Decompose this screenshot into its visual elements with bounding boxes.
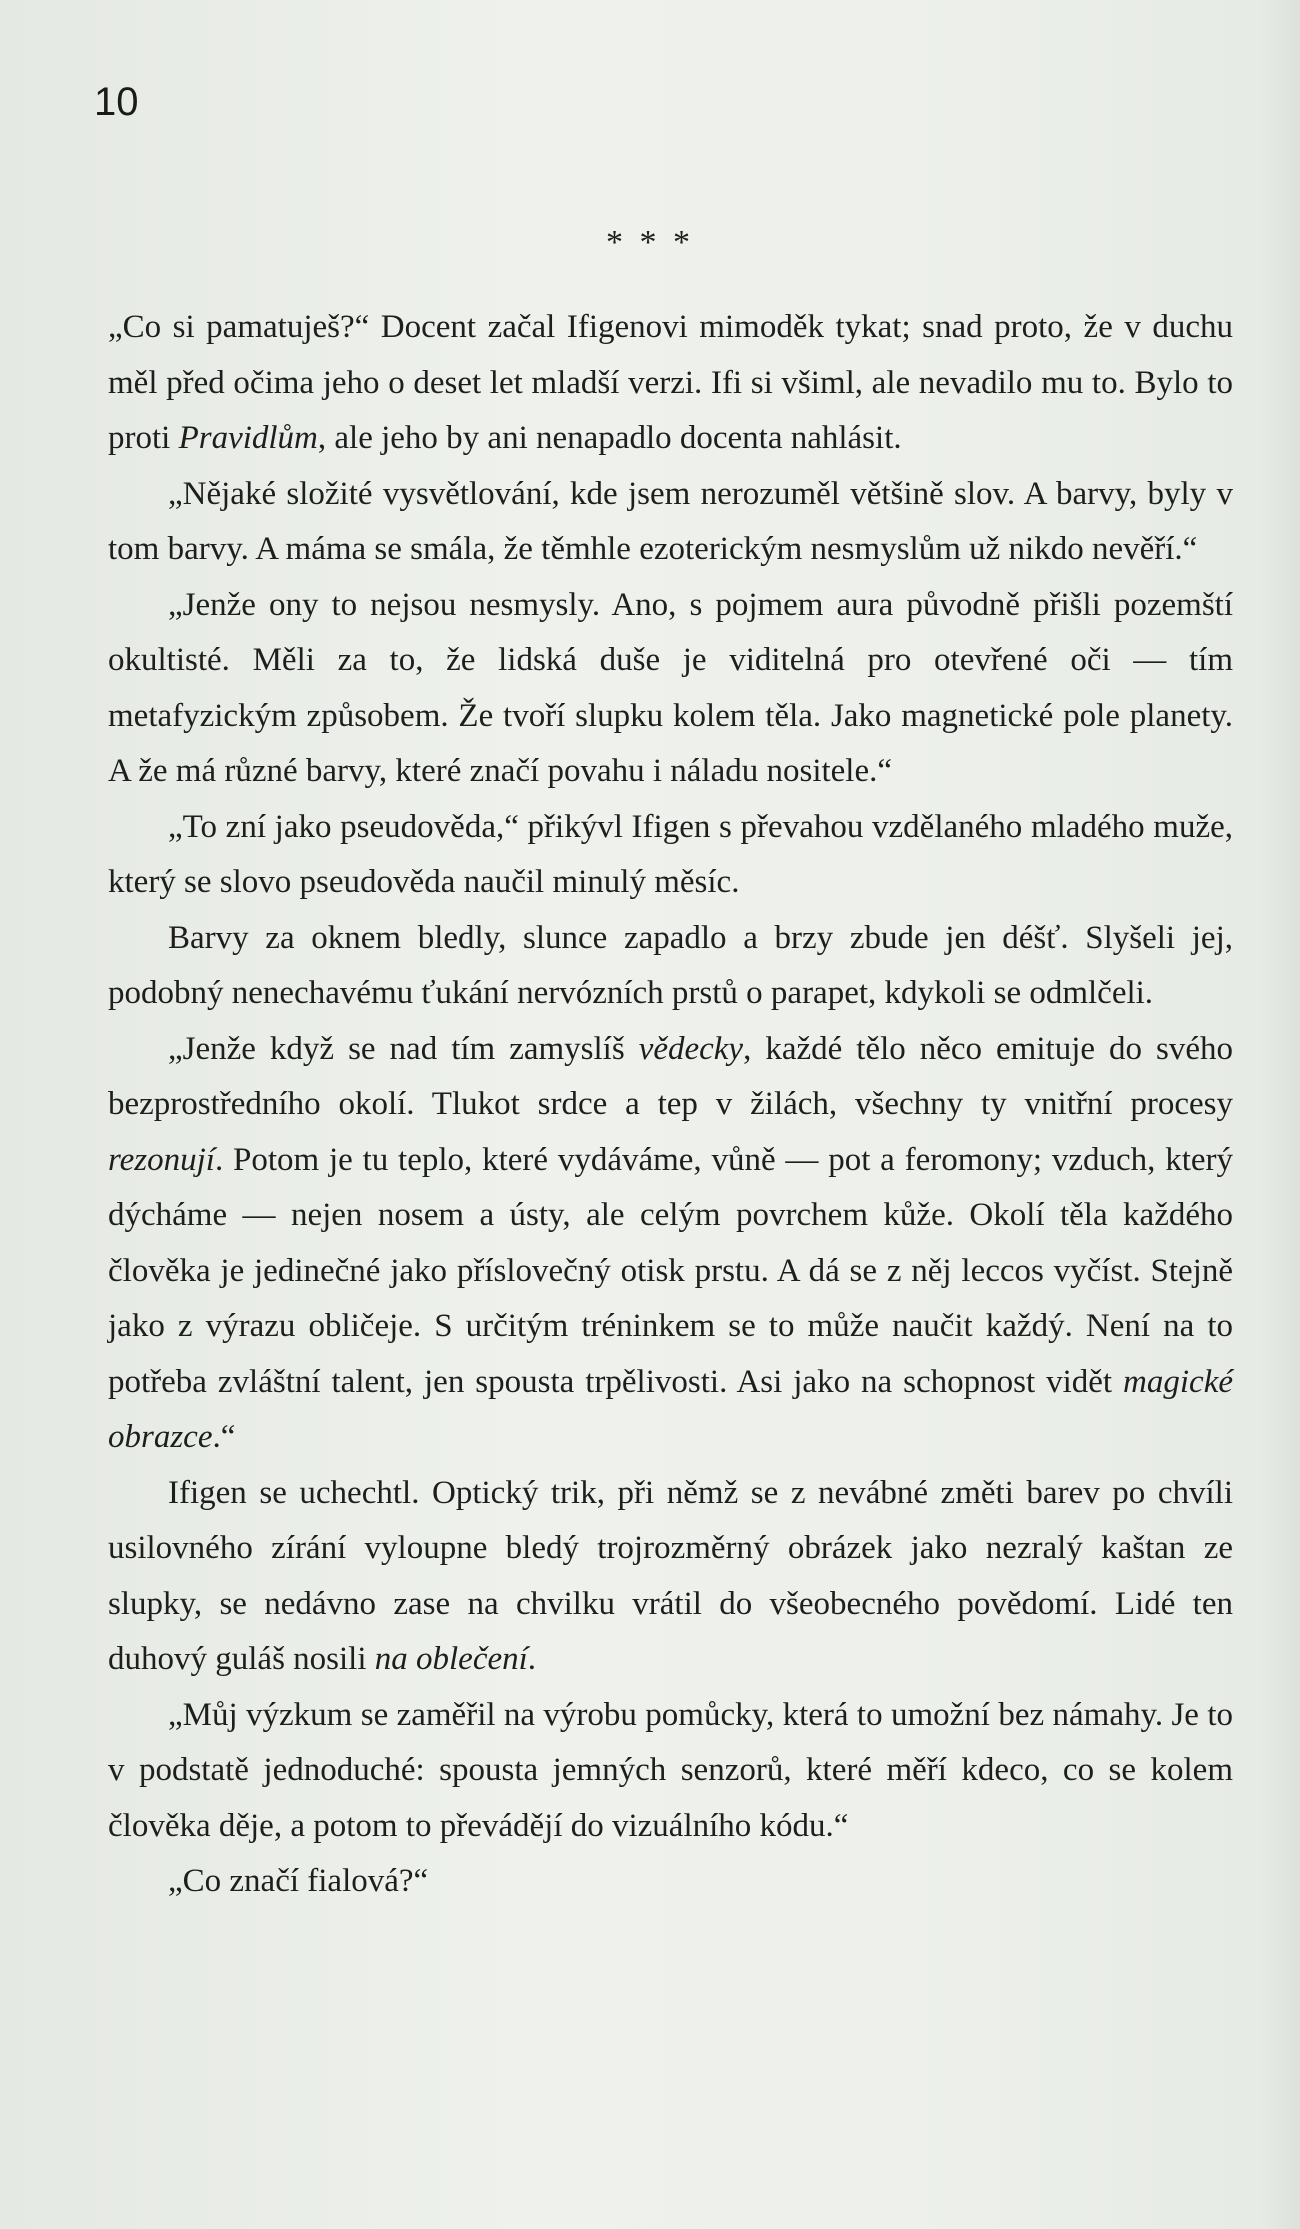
text-run: „Jenže když se nad tím zamyslíš	[168, 1030, 639, 1067]
text-run: „Nějaké složité vysvětlování, kde jsem nerozuměl většině slov. A barvy, byly v tom barvy. A máma se smála, že těmhle ezoterickým nesmyslům už nikdo nevěří.“	[108, 475, 1233, 567]
paragraph	[108, 1466, 1233, 1688]
text-run: „Co značí fialová?“	[168, 1863, 429, 1899]
paragraph	[108, 467, 1233, 578]
paragraph	[108, 578, 1233, 800]
paragraph	[108, 911, 1233, 1022]
text-run: .“	[212, 1419, 236, 1455]
text-run: „Jenže ony to nejsou nesmysly. Ano, s pojmem aura původně přišli pozemští okultisté. Měli za to, že lidská duše je viditelná pro otevřené oči — tím metafyzickým způsobem. Že tvoří slupku kolem těla. Jako magnetické pole planety. A že má různé barvy, které značí povahu i náladu nositele.“	[108, 586, 1233, 789]
italic-text: na oblečení	[374, 1641, 528, 1677]
paragraph	[108, 1688, 1233, 1855]
text-run: , ale jeho by ani nenapadlo docenta nahlásit.	[317, 420, 902, 456]
text-run: .	[527, 1641, 537, 1677]
body-text	[108, 300, 1233, 1910]
text-run: Ifigen se uchechtl. Optický trik, při němž se z nevábné změti barev po chvíli usilovného zírání vyloupne bledý trojrozměrný obrázek jako nezralý kaštan ze slupky, se nedávno zase na chvilku vrátil do všeobecného povědomí. Lidé ten duhový guláš nosili	[108, 1474, 1233, 1677]
italic-text: magické obrazce	[108, 1363, 1233, 1455]
text-run: „Můj výzkum se zaměřil na výrobu pomůcky, která to umožní bez námahy. Je to v podstatě jednoduché: spousta jemných senzorů, které měří kdeco, co se kolem člověka děje, a potom to převádějí do vizuálního kódu.“	[108, 1696, 1233, 1844]
page-number: 10	[94, 80, 139, 124]
text-run: „To zní jako pseudověda,“ přikývl Ifigen s převahou vzdělaného mladého muže, který se slovo pseudověda naučil minulý měsíc.	[108, 808, 1233, 900]
text-run: . Potom je tu teplo, které vydáváme, vůně — pot a feromony; vzduch, který dýcháme — nejen nosem a ústy, ale celým povrchem kůže. Okolí těla každého člověka je jedinečné jako příslovečný otisk prstu. A dá se z něj leccos vyčíst. Stejně jako z výrazu obličeje. S určitým tréninkem se to může naučit každý. Není na to potřeba zvláštní talent, jen spousta trpělivosti. Asi jako na schopnost vidět	[108, 1141, 1233, 1400]
text-run: Barvy za oknem bledly, slunce zapadlo a brzy zbude jen déšť. Slyšeli jej, podobný nenechavému ťukání nervózních prstů o parapet, kdykoli se odmlčeli.	[108, 919, 1233, 1011]
paragraph	[108, 300, 1233, 467]
paragraph	[108, 1022, 1233, 1466]
italic-text: vědecky	[638, 1030, 744, 1067]
italic-text: Pravidlům	[178, 420, 318, 456]
paragraph	[108, 800, 1233, 911]
text-run: „Co si pamatuješ?“ Docent začal Ifigenovi mimoděk tykat; snad proto, že v duchu měl před očima jeho o deset let mladší verzi. Ifi si všiml, ale nevadilo mu to. Bylo to proti	[108, 309, 1233, 456]
section-separator: * * *	[606, 224, 694, 261]
paragraph	[108, 1854, 1233, 1910]
italic-text: rezonují	[108, 1141, 215, 1178]
text-run: , každé tělo něco emituje do svého bezprostředního okolí. Tlukot srdce a tep v žilách, všechny ty vnitřní procesy	[108, 1030, 1233, 1122]
